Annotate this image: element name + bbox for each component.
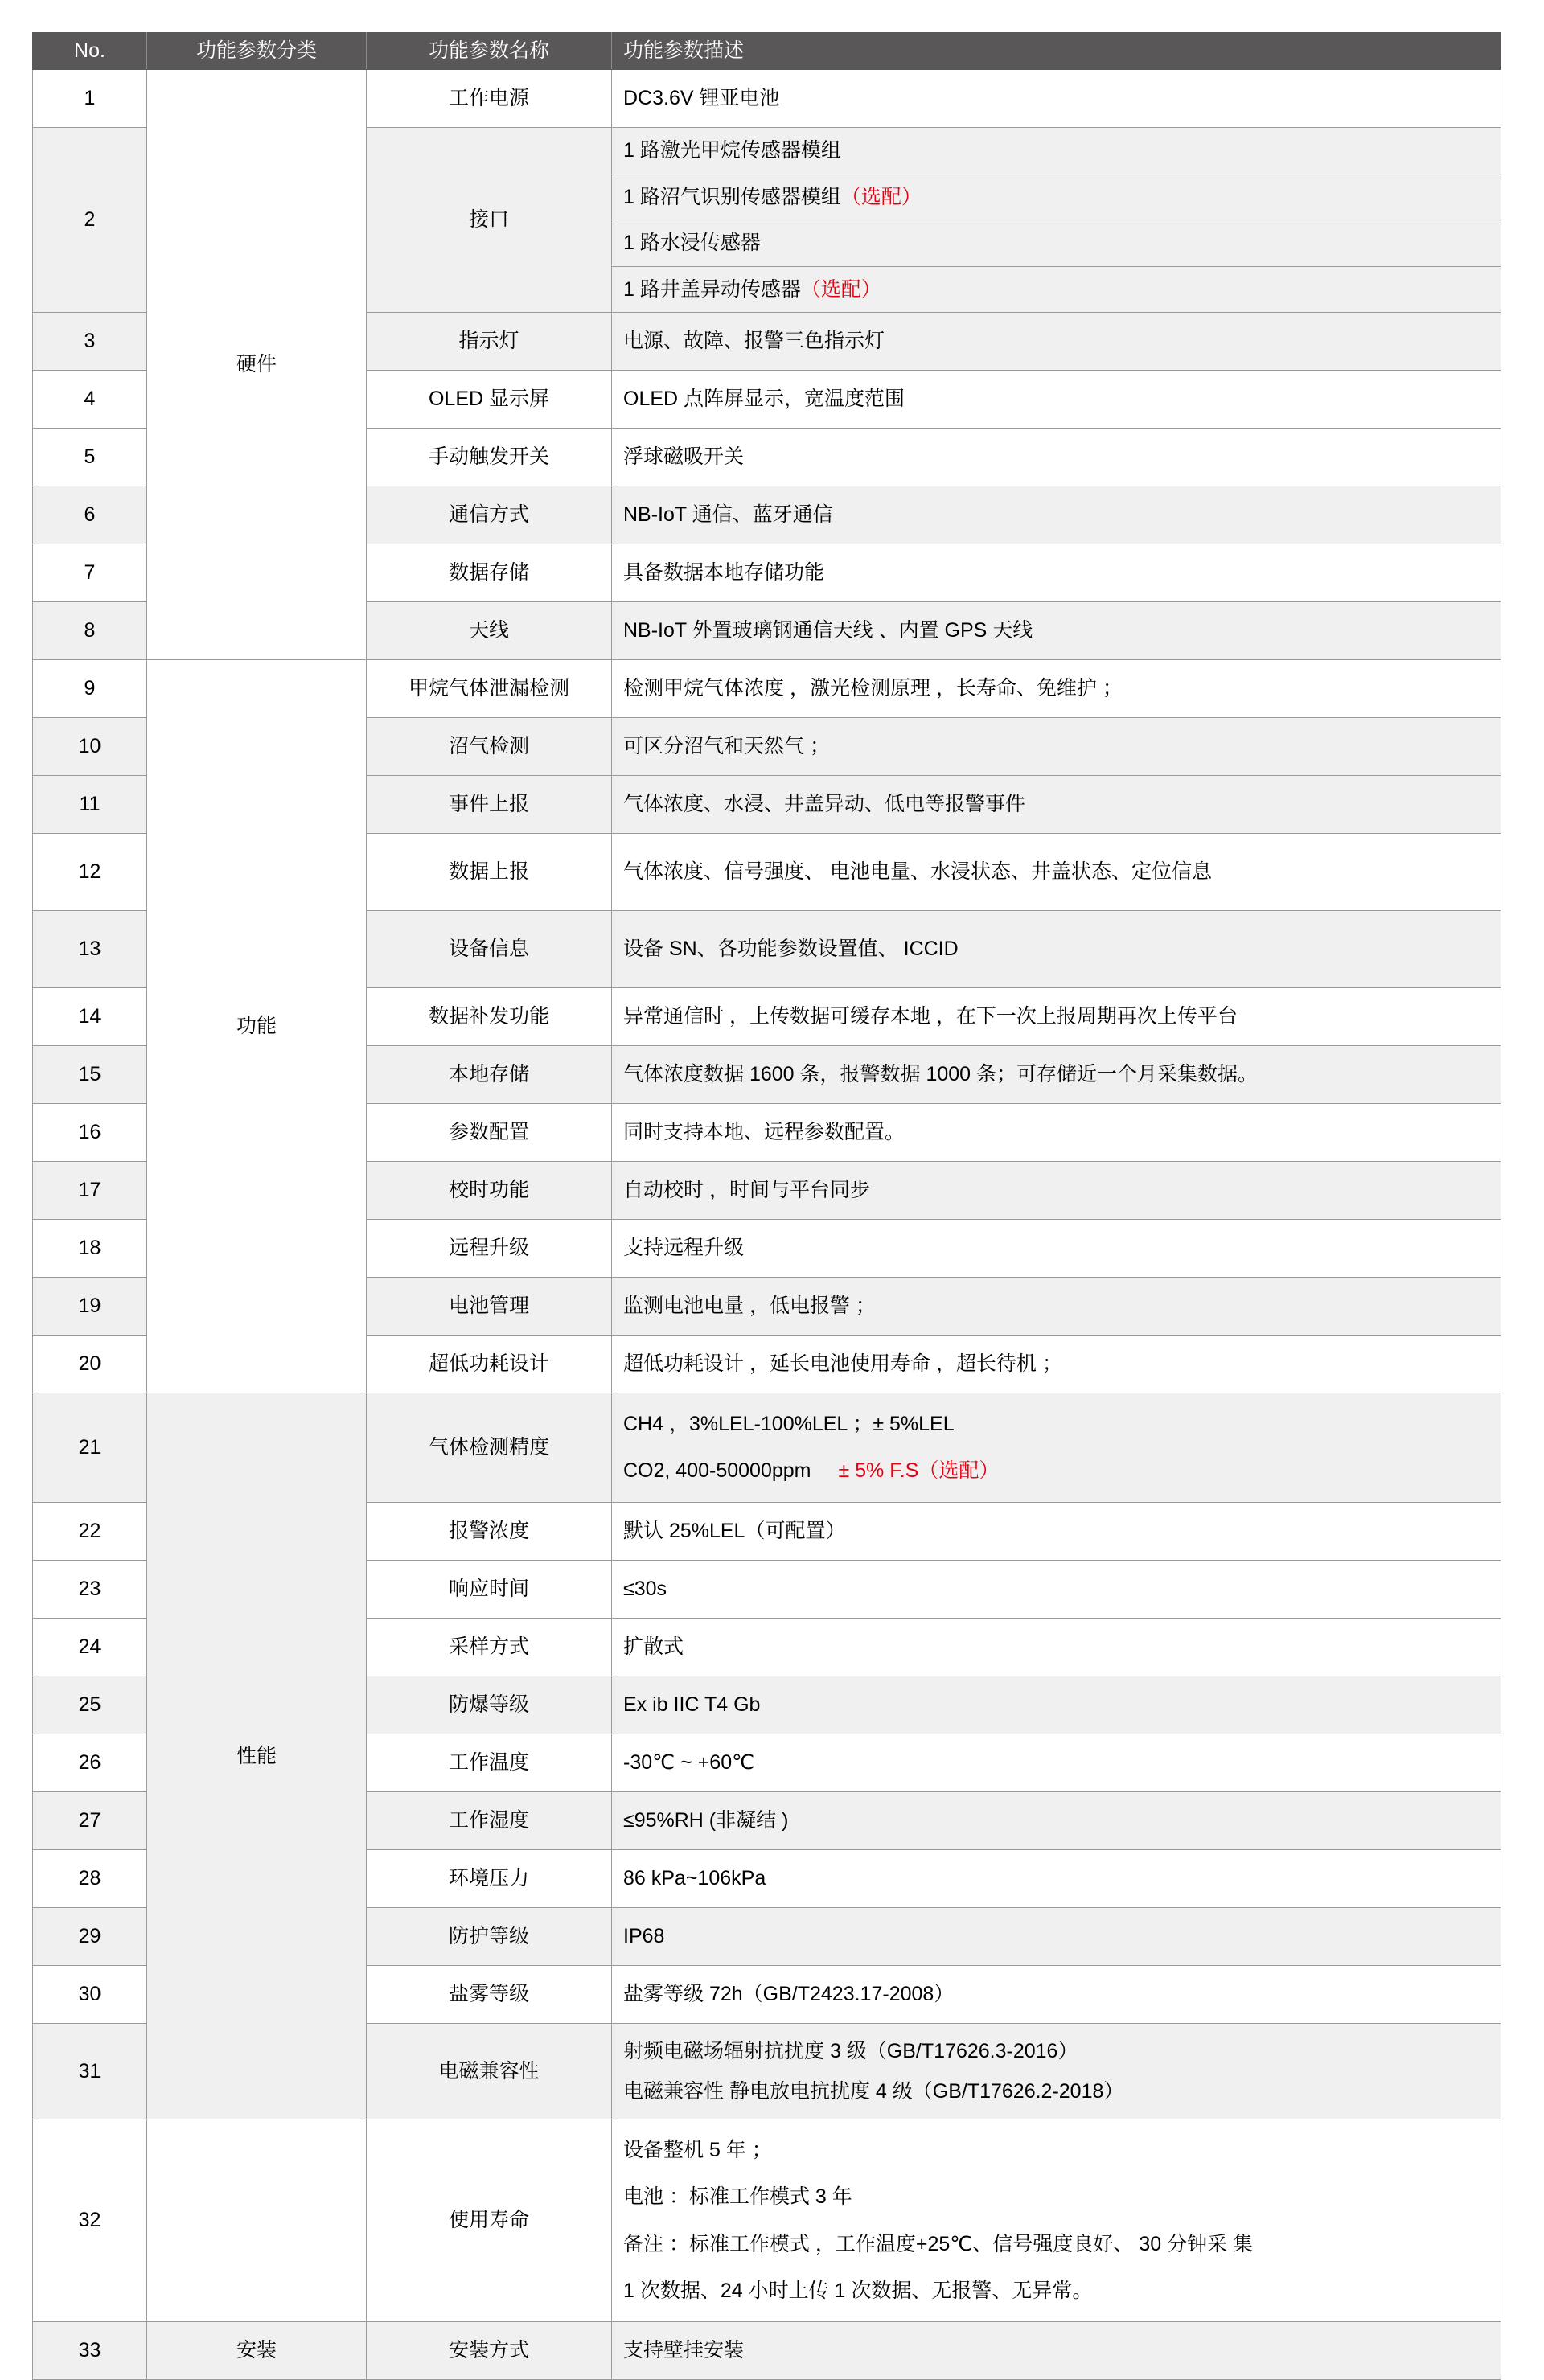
cell-desc: ≤95%RH (非凝结 ) — [612, 1791, 1501, 1849]
cell-category-install: 安装 — [147, 2322, 367, 2380]
cell-desc: 同时支持本地、远程参数配置。 — [612, 1104, 1501, 1162]
cell-no: 30 — [33, 1965, 147, 2023]
sub-row — [612, 220, 1501, 267]
table-row — [33, 2119, 1501, 2322]
cell-no: 16 — [33, 1104, 147, 1162]
cell-desc: 自动校时 ，时间与平台同步 — [612, 1162, 1501, 1220]
cell-desc: DC3.6V 锂亚电池 — [612, 70, 1501, 128]
cell-desc: 支持壁挂安装 — [612, 2322, 1501, 2380]
column-header-name: 功能参数名称 — [367, 33, 612, 70]
cell-no: 18 — [33, 1220, 147, 1278]
accuracy-co2-optional-tag: ± 5% F.S（选配） — [838, 1459, 1000, 1483]
table-body — [33, 70, 1501, 2380]
cell-desc: 盐雾等级 72h（GB/T2423.17-2008） — [612, 1965, 1501, 2023]
cell-name: 防护等级 — [367, 1907, 612, 1965]
cell-desc: Ex ib IIC T4 Gb — [612, 1676, 1501, 1734]
cell-no: 3 — [33, 313, 147, 371]
cell-no: 31 — [33, 2023, 147, 2119]
cell-no: 2 — [33, 128, 147, 313]
cell-name: 沼气检测 — [367, 718, 612, 776]
lifetime-line-device: 设备整机 5 年 ； — [623, 2139, 772, 2161]
cell-desc: NB-IoT 通信、蓝牙通信 — [612, 486, 1501, 544]
cell-desc: 支持远程升级 — [612, 1220, 1501, 1278]
accuracy-line-ch4 — [623, 1401, 1493, 1447]
cell-no: 27 — [33, 1791, 147, 1849]
accuracy-ch4-text: CH4 ，3%LEL-100%LEL ；± 5%LEL — [623, 1413, 955, 1435]
cell-category-function: 功能 — [147, 660, 367, 1393]
cell-no: 1 — [33, 70, 147, 128]
emc-line-rf: 射频电磁场辐射抗扰度 3 级（GB/T17626.3-2016） — [623, 2039, 1078, 2062]
cell-desc: 检测甲烷气体浓度 ，激光检测原理 ，长寿命、免维护 ； — [612, 660, 1501, 718]
cell-desc-lifetime — [612, 2119, 1501, 2322]
cell-name: 工作温度 — [367, 1734, 612, 1791]
cell-name: 数据上报 — [367, 834, 612, 911]
cell-name: 数据存储 — [367, 544, 612, 602]
table-header — [33, 33, 1501, 70]
cell-name: 参数配置 — [367, 1104, 612, 1162]
cell-desc: 可区分沼气和天然气 ； — [612, 718, 1501, 776]
cell-desc-emc — [612, 2023, 1501, 2119]
sub-item — [612, 128, 1501, 174]
cell-no: 7 — [33, 544, 147, 602]
cell-no: 17 — [33, 1162, 147, 1220]
cell-name: 数据补发功能 — [367, 988, 612, 1046]
cell-desc-interface-list — [612, 128, 1501, 313]
sub-item-text: 1 路激光甲烷传感器模组 — [623, 139, 841, 162]
cell-no: 26 — [33, 1734, 147, 1791]
interface-sublist — [612, 128, 1501, 312]
cell-desc: 扩散式 — [612, 1618, 1501, 1676]
cell-no: 22 — [33, 1502, 147, 1560]
cell-category-hardware: 硬件 — [147, 70, 367, 660]
cell-no: 10 — [33, 718, 147, 776]
sub-item-tag: （选配） — [800, 277, 881, 301]
cell-name: 远程升级 — [367, 1220, 612, 1278]
cell-desc: 设备 SN、各功能参数设置值、 ICCID — [612, 911, 1501, 988]
function-parameter-table — [32, 32, 1501, 2380]
cell-desc: 气体浓度数据 1600 条，报警数据 1000 条；可存储近一个月采集数据。 — [612, 1046, 1501, 1104]
lifetime-line-note-2: 1 次数据、24 小时上传 1 次数据、无报警、无异常。 — [623, 2279, 1093, 2302]
sub-row — [612, 266, 1501, 312]
column-header-category: 功能参数分类 — [147, 33, 367, 70]
cell-no: 33 — [33, 2322, 147, 2380]
cell-name: 超低功耗设计 — [367, 1336, 612, 1393]
cell-name: 天线 — [367, 602, 612, 660]
sub-item — [612, 266, 1501, 312]
cell-name: 环境压力 — [367, 1849, 612, 1907]
cell-no: 12 — [33, 834, 147, 911]
cell-desc: 电源、故障、报警三色指示灯 — [612, 313, 1501, 371]
cell-no: 9 — [33, 660, 147, 718]
column-header-desc: 功能参数描述 — [612, 33, 1501, 70]
lifetime-line-battery: 电池 ：标准工作模式 3 年 — [623, 2185, 852, 2209]
cell-name: 盐雾等级 — [367, 1965, 612, 2023]
cell-no: 24 — [33, 1618, 147, 1676]
sub-item — [612, 220, 1501, 267]
cell-name: 手动触发开关 — [367, 429, 612, 486]
cell-category-blank — [147, 2119, 367, 2322]
cell-no: 14 — [33, 988, 147, 1046]
cell-no: 11 — [33, 776, 147, 834]
cell-no: 21 — [33, 1393, 147, 1503]
cell-no: 15 — [33, 1046, 147, 1104]
cell-no: 19 — [33, 1278, 147, 1336]
cell-name: 接口 — [367, 128, 612, 313]
cell-name: 甲烷气体泄漏检测 — [367, 660, 612, 718]
sub-row — [612, 128, 1501, 174]
cell-name: 事件上报 — [367, 776, 612, 834]
cell-name: 采样方式 — [367, 1618, 612, 1676]
cell-name: 本地存储 — [367, 1046, 612, 1104]
cell-name: 电磁兼容性 — [367, 2023, 612, 2119]
cell-desc: ≤30s — [612, 1560, 1501, 1618]
cell-name: 指示灯 — [367, 313, 612, 371]
cell-name: 工作电源 — [367, 70, 612, 128]
cell-name: 气体检测精度 — [367, 1393, 612, 1503]
sub-item-text: 1 路沼气识别传感器模组 — [623, 185, 841, 208]
cell-desc: OLED 点阵屏显示，宽温度范围 — [612, 371, 1501, 429]
cell-no: 8 — [33, 602, 147, 660]
table-row — [33, 660, 1501, 718]
cell-name: 设备信息 — [367, 911, 612, 988]
cell-name: 安装方式 — [367, 2322, 612, 2380]
header-row — [33, 33, 1501, 70]
cell-no: 13 — [33, 911, 147, 988]
cell-desc: 气体浓度、水浸、井盖异动、低电等报警事件 — [612, 776, 1501, 834]
cell-category-performance: 性能 — [147, 1393, 367, 2119]
sub-item — [612, 174, 1501, 220]
cell-name: 校时功能 — [367, 1162, 612, 1220]
cell-no: 4 — [33, 371, 147, 429]
sub-item-text: 1 路井盖异动传感器 — [623, 277, 801, 301]
cell-desc: 气体浓度、信号强度、 电池电量、水浸状态、井盖状态、定位信息 — [612, 834, 1501, 911]
cell-desc: 86 kPa~106kPa — [612, 1849, 1501, 1907]
accuracy-co2-text: CO2, 400-50000ppm — [623, 1459, 811, 1483]
cell-desc: 浮球磁吸开关 — [612, 429, 1501, 486]
cell-name: 使用寿命 — [367, 2119, 612, 2322]
cell-no: 20 — [33, 1336, 147, 1393]
cell-name: 防爆等级 — [367, 1676, 612, 1734]
cell-no: 6 — [33, 486, 147, 544]
cell-name: 报警浓度 — [367, 1502, 612, 1560]
column-header-no: No. — [33, 33, 147, 70]
cell-desc: 异常通信时 ，上传数据可缓存本地 ，在下一次上报周期再次上传平台 — [612, 988, 1501, 1046]
cell-name: OLED 显示屏 — [367, 371, 612, 429]
sub-item-tag: （选配） — [840, 185, 922, 208]
emc-line-esd: 电磁兼容性 静电放电抗扰度 4 级（GB/T17626.2-2018） — [623, 2079, 1124, 2103]
cell-name: 通信方式 — [367, 486, 612, 544]
lifetime-line-note-1: 备注 ：标准工作模式 ，工作温度+25℃、信号强度良好、 30 分钟采 集 — [623, 2232, 1254, 2255]
cell-desc: 具备数据本地存储功能 — [612, 544, 1501, 602]
table-row — [33, 1393, 1501, 1503]
cell-desc: 监测电池电量 ，低电报警 ； — [612, 1278, 1501, 1336]
cell-desc: 默认 25%LEL（可配置） — [612, 1502, 1501, 1560]
cell-no: 29 — [33, 1907, 147, 1965]
cell-no: 5 — [33, 429, 147, 486]
cell-no: 25 — [33, 1676, 147, 1734]
accuracy-line-co2 — [623, 1447, 1493, 1494]
cell-desc: NB-IoT 外置玻璃钢通信天线 、内置 GPS 天线 — [612, 602, 1501, 660]
table-row — [33, 2322, 1501, 2380]
table-row — [33, 70, 1501, 128]
cell-desc: IP68 — [612, 1907, 1501, 1965]
cell-name: 工作湿度 — [367, 1791, 612, 1849]
cell-desc-accuracy — [612, 1393, 1501, 1503]
cell-no: 23 — [33, 1560, 147, 1618]
sub-row — [612, 174, 1501, 220]
sub-item-text: 1 路水浸传感器 — [623, 232, 761, 254]
cell-name: 响应时间 — [367, 1560, 612, 1618]
cell-name: 电池管理 — [367, 1278, 612, 1336]
cell-no: 28 — [33, 1849, 147, 1907]
cell-no: 32 — [33, 2119, 147, 2322]
cell-desc: 超低功耗设计 ，延长电池使用寿命 ，超长待机 ； — [612, 1336, 1501, 1393]
cell-desc: -30℃ ~ +60℃ — [612, 1734, 1501, 1791]
